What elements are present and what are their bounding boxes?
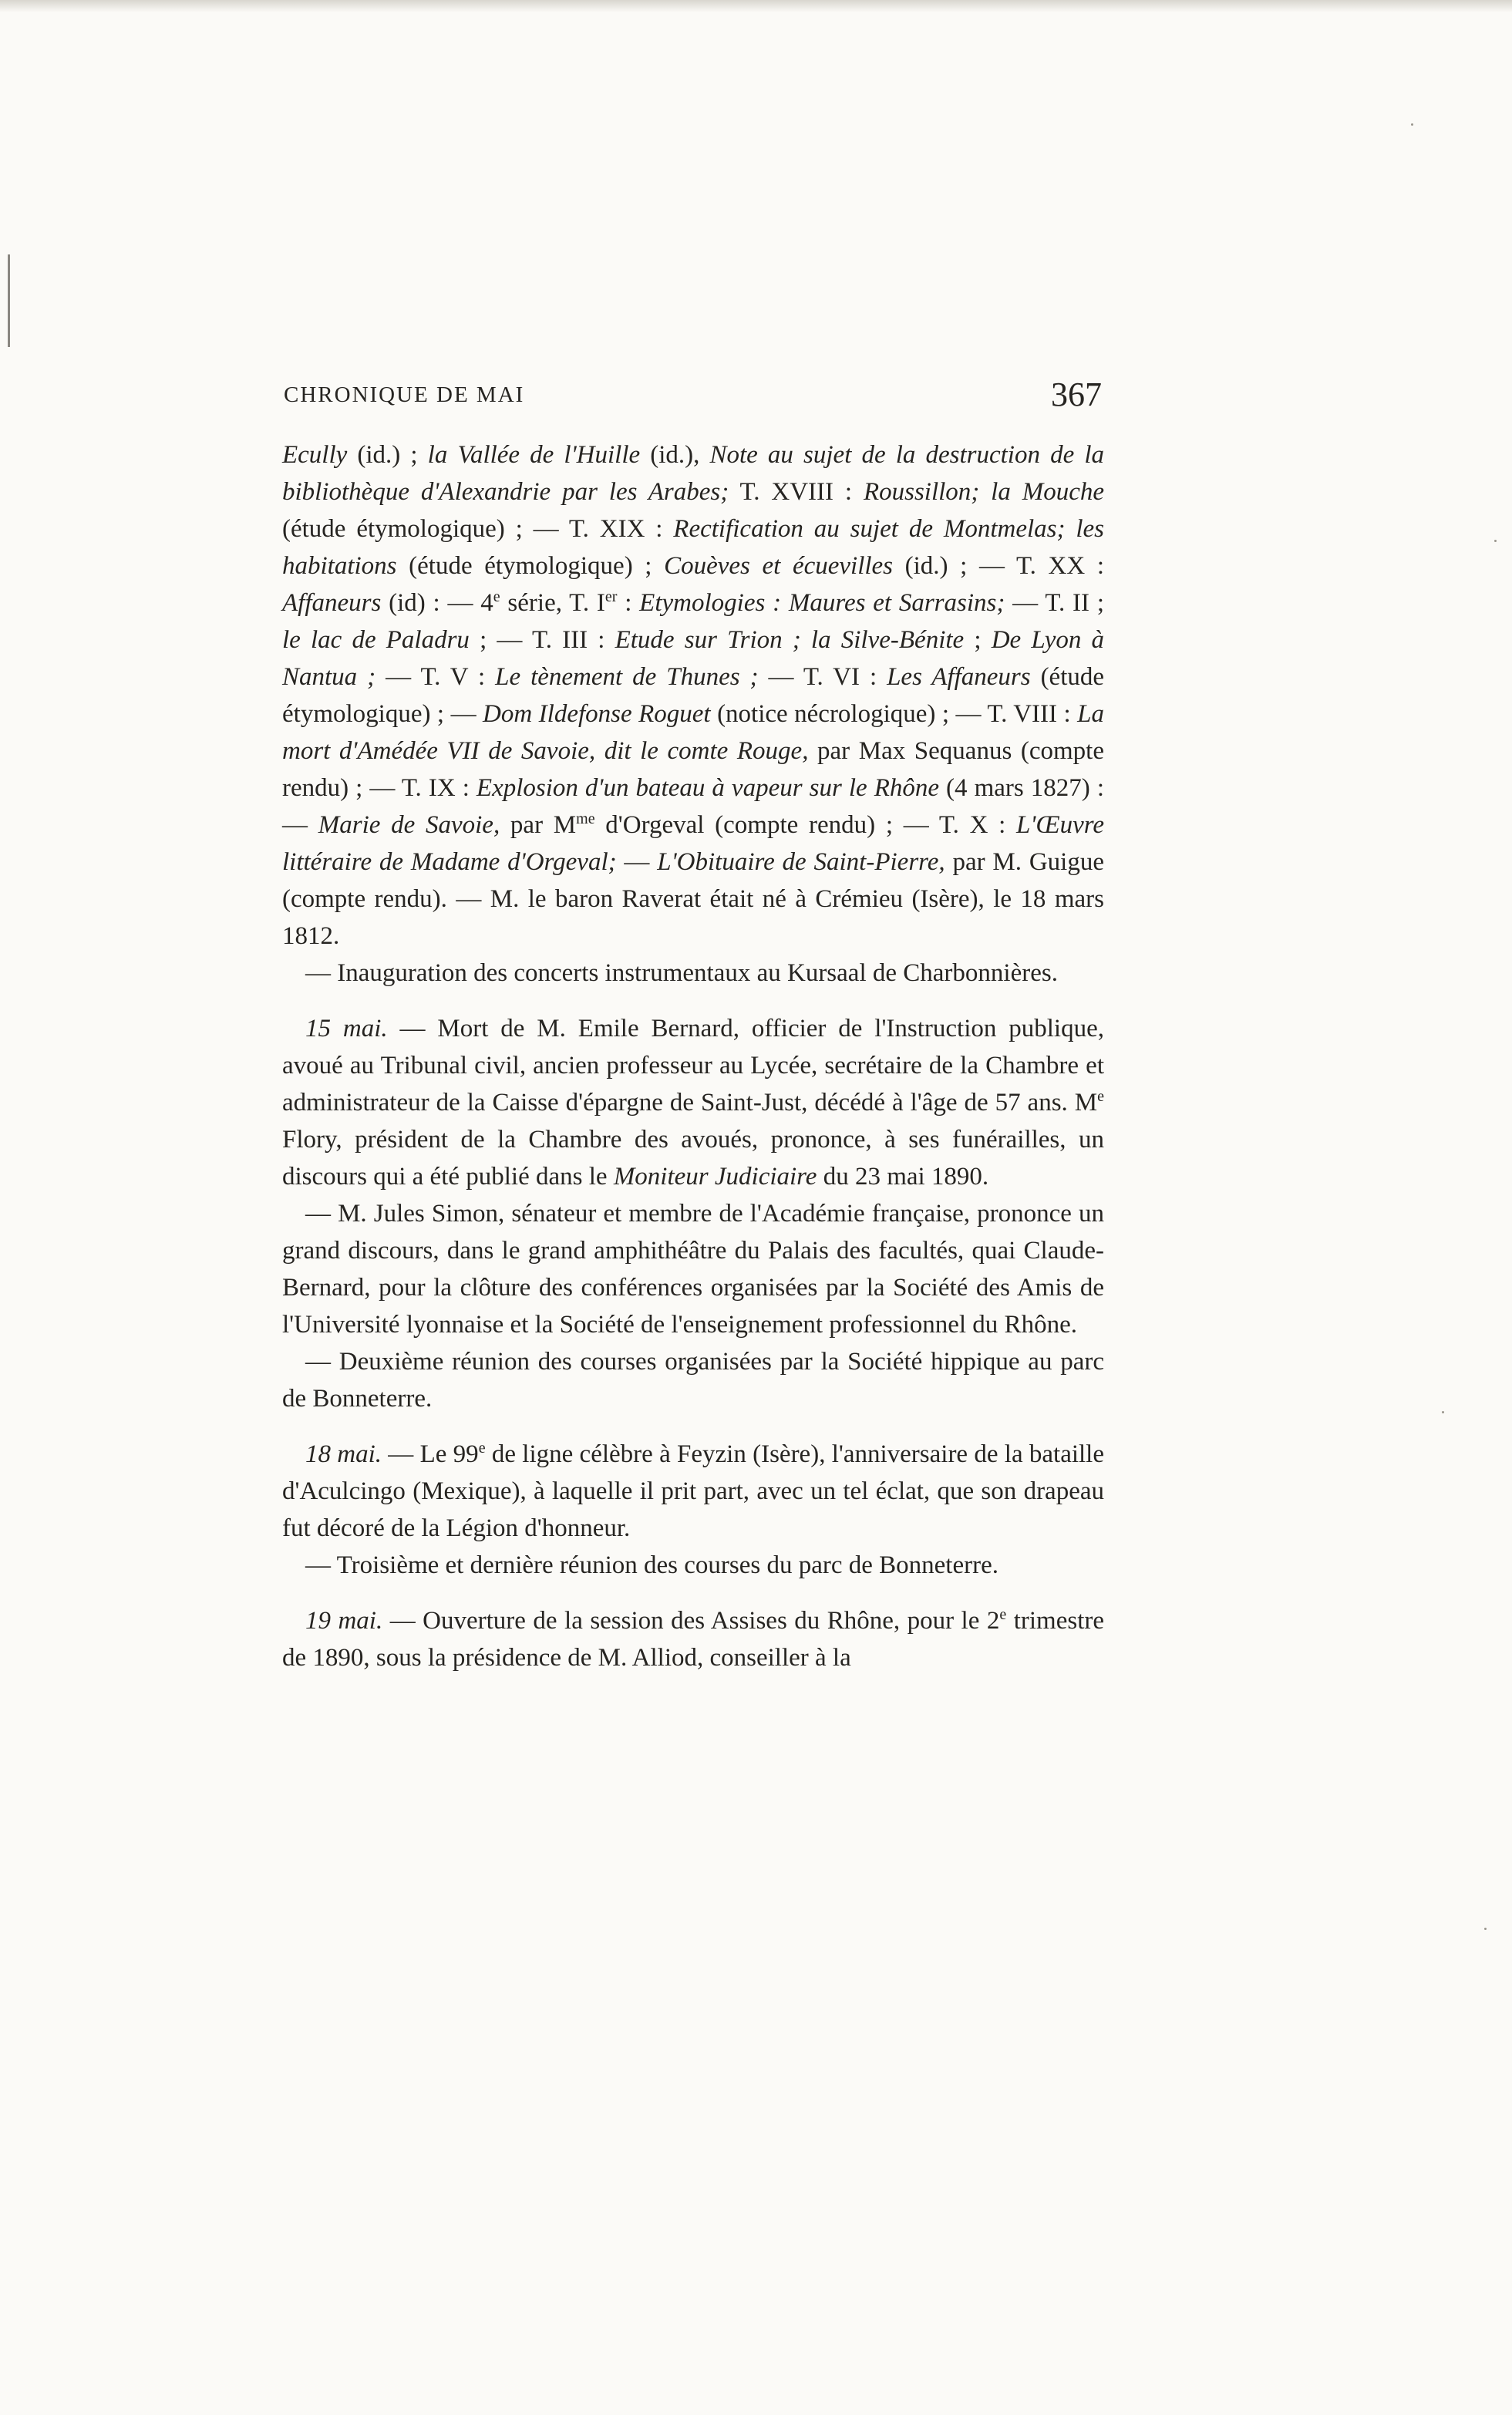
scan-speck [1411,123,1413,126]
running-title: CHRONIQUE DE MAI [284,382,525,407]
page-number: 367 [1051,376,1102,413]
page-body [282,436,1104,1676]
date-label: 18 mai. [305,1440,382,1468]
paragraph-jules-simon: — M. Jules Simon, sénateur et membre de l'Académie française, prononce un grand discours, dans le grand amphithéâtre du Palais des facultés, quai Claude-Bernard, pour la clôture des conférences organisées par la Société des Amis de l'Université lyonnaise et la Société de l'enseignement professionnel du Rhône. [282,1200,1104,1339]
scan-speck [1484,1928,1487,1930]
scan-speck [1442,1411,1444,1413]
paragraph-kursaal: — Inauguration des concerts instrumentaux au Kursaal de Charbonnières. [305,959,1058,987]
paragraph-18-mai: 18 mai. — Le 99e de ligne célèbre à Feyzin (Isère), l'anniversaire de la bataille d'Aculcingo (Mexique), à laquelle il prit part, avec un tel éclat, que son drapeau fut décoré de la Légion d'honneur. [282,1440,1104,1542]
date-label: 19 mai. [305,1607,383,1635]
paragraph-troisieme-reunion: — Troisième et dernière réunion des courses du parc de Bonneterre. [305,1551,998,1579]
paragraph-deuxieme-reunion: — Deuxième réunion des courses organisées par la Société hippique au parc de Bonneterre. [282,1348,1104,1413]
scan-margin-mark [8,254,10,347]
paragraph-continued-bibliography: Ecully (id.) ; la Vallée de l'Huille (id.), Note au sujet de la destruction de la bibliothèque d'Alexandrie par les Arabes; T. XVIII : Roussillon; la Mouche (étude étymologique) ; — T. XIX : Rectification au sujet de Montmelas; les habitations (étude étymologique) ; Couèves et écuevilles (id.) ; — T. XX : Affaneurs (id) : — 4e série, T. Ier : Etymologies : Maures et Sarrasins; — T. II ; le lac de Paladru ; — T. III : Etude sur Trion ; la Silve-Bénite ; De Lyon à Nantua ; — T. V : Le tènement de Thunes ; — T. VI : Les Affaneurs (étude étymologique) ; — Dom Ildefonse Roguet (notice nécrologique) ; — T. VIII : La mort d'Amédée VII de Savoie, dit le comte Rouge, par Max Sequanus (compte rendu) ; — T. IX : Explosion d'un bateau à vapeur sur le Rhône (4 mars 1827) : — Marie de Savoie, par $M^{me}$ d'Orgeval (compte rendu) ; — T. X : L'Œuvre littéraire de Madame d'Orgeval; — L'Obituaire de Saint-Pierre, par M. Guigue (compte rendu). — M. le baron Raverat était né à Crémieu (Isère), le 18 mars 1812. [282,441,1105,950]
scan-speck [1494,540,1497,542]
paragraph-15-mai: 15 mai. — Mort de M. Emile Bernard, officier de l'Instruction publique, avoué au Tribunal civil, ancien professeur au Lycée, secrétaire de la Chambre et administrateur de la Caisse d'épargne de Saint-Just, décédé à l'âge de 57 ans. Me Flory, président de la Chambre des avoués, prononce, à ses funérailles, un discours qui a été publié dans le Moniteur Judiciaire du 23 mai 1890. [282,1015,1105,1191]
date-label: 15 mai. [305,1015,388,1042]
paragraph-19-mai: 19 mai. — Ouverture de la session des Assises du Rhône, pour le 2e trimestre de 1890, sous la présidence de M. Alliod, conseiller à la [282,1606,1105,1672]
scan-top-edge [0,0,1512,12]
